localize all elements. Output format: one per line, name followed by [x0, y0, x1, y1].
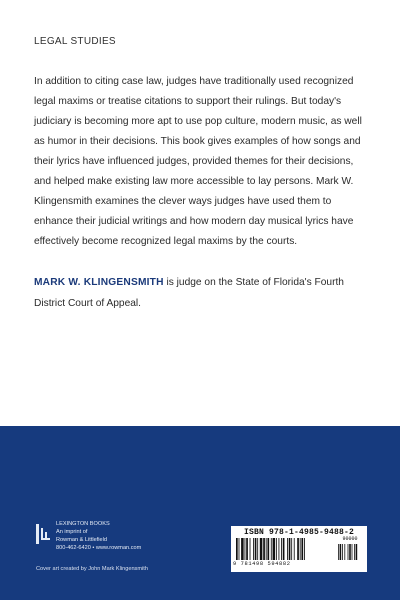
author-name: MARK W. KLINGENSMITH: [34, 277, 164, 288]
publisher-imprint: An imprint of: [56, 529, 88, 535]
author-bio: [34, 272, 366, 314]
author-bio-text: is judge on the State of Florida's Fourth District Court of Appeal.: [34, 277, 344, 309]
publisher-name: LEXINGTON BOOKS: [56, 521, 110, 527]
publisher-contact: 800-462-6420 • www.rowman.com: [56, 545, 142, 551]
ean-digits: 9 781498 594882: [233, 561, 291, 567]
cover-credit: Cover art created by John Mark Klingensmith: [36, 566, 148, 572]
addon-digits: 90000: [342, 536, 358, 542]
publisher-parent: Rowman & Littlefield: [56, 537, 107, 543]
footer-band: [0, 426, 400, 600]
book-description: In addition to citing case law, judges have traditionally used recognized legal maxims or treatise citations to support their rulings. But today's judiciary is becoming more apt to use pop culture, modern music, as well as humor in their decisions. This book gives examples of how songs and their lyrics have influenced judges, provided themes for their decisions, and helped make existing law more accessible to lay persons. Mark W. Klingensmith examines the clever ways judges have used them to enhance their judicial writings and how modern day musical lyrics have effectively become recognized legal maxims by the courts.: [34, 76, 362, 247]
category-label: LEGAL STUDIES: [34, 36, 116, 47]
isbn-text: ISBN 978-1-4985-9488-2: [243, 528, 355, 537]
publisher-info: [56, 520, 141, 552]
barcode-panel: [231, 526, 367, 572]
publisher-logo-icon: [36, 524, 50, 544]
